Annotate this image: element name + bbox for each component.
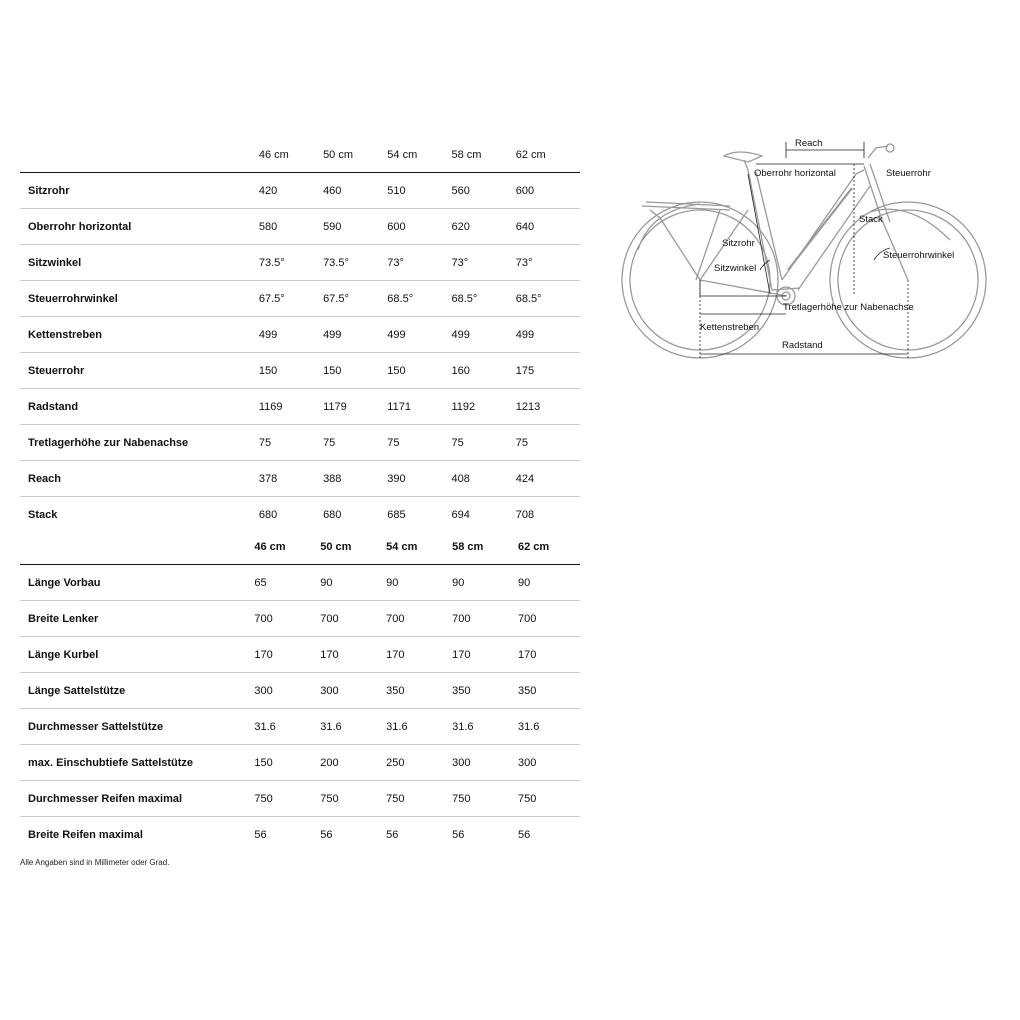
row-value: 388 [323, 472, 342, 485]
row-value: 75 [323, 436, 336, 449]
table-row [20, 497, 580, 533]
row-value: 750 [254, 792, 273, 805]
table-row [20, 781, 580, 817]
geometry-header-row [20, 137, 580, 173]
row-value: 700 [320, 612, 339, 625]
row-value: 350 [518, 684, 537, 697]
row-label: Durchmesser Reifen maximal [28, 792, 183, 805]
saddle [724, 152, 762, 162]
row-value: 700 [452, 612, 471, 625]
seat-tube-inner [756, 172, 782, 280]
diagram-label-reach: Reach [795, 138, 823, 149]
table-row [20, 601, 580, 637]
footnote: Alle Angaben sind in Millimeter oder Grad. [20, 858, 170, 867]
diagram-label-sitzrohr: Sitzrohr [722, 238, 755, 249]
diagram-label-tretlager: Tretlagerhöhe zur Nabenachse [783, 302, 914, 313]
geometry-table [20, 137, 580, 532]
row-value: 424 [515, 472, 535, 485]
row-label: Oberrohr horizontal [28, 220, 132, 233]
row-value: 499 [515, 328, 535, 341]
row-value: 300 [518, 756, 537, 769]
chain-stay [700, 280, 787, 296]
row-label: Stack [28, 508, 58, 521]
table-row [20, 173, 580, 209]
row-value: 73.5° [258, 256, 285, 269]
size-header: 62 cm [514, 529, 580, 565]
row-value: 150 [254, 756, 273, 769]
table-row [20, 461, 580, 497]
row-value: 31.6 [518, 720, 540, 733]
row-value: 580 [258, 220, 278, 233]
diagram-label-radstand: Radstand [782, 340, 823, 351]
size-header: 58 cm [448, 529, 514, 565]
row-value: 1169 [258, 400, 283, 413]
row-value: 600 [387, 220, 406, 233]
handlebar-end [886, 144, 894, 152]
row-label: Breite Reifen maximal [28, 828, 143, 841]
stem [868, 146, 888, 158]
row-label: Länge Kurbel [28, 648, 99, 661]
row-value: 200 [320, 756, 339, 769]
row-value: 640 [515, 220, 535, 233]
row-value: 300 [320, 684, 339, 697]
table-row [20, 637, 580, 673]
row-label: Sitzrohr [28, 184, 70, 197]
row-value: 499 [451, 328, 470, 341]
row-value: 56 [254, 828, 267, 841]
size-header: 50 cm [323, 137, 387, 173]
row-value: 160 [451, 364, 470, 377]
row-label: Reach [28, 472, 62, 485]
table-row [20, 709, 580, 745]
row-value: 56 [518, 828, 531, 841]
row-value: 90 [386, 576, 399, 589]
row-value: 56 [386, 828, 399, 841]
row-value: 90 [320, 576, 333, 589]
diagram-label-steuerrohrwinkel: Steuerrohrwinkel [883, 250, 955, 261]
row-value: 350 [386, 684, 405, 697]
diagram-label-sitzwinkel: Sitzwinkel [714, 263, 757, 274]
row-value: 460 [323, 184, 342, 197]
row-value: 750 [452, 792, 471, 805]
row-value: 499 [323, 328, 342, 341]
row-label: Durchmesser Sattelstütze [28, 720, 164, 733]
row-value: 170 [386, 648, 405, 661]
table-row [20, 209, 580, 245]
row-value: 620 [451, 220, 470, 233]
table-row [20, 565, 580, 601]
row-label: Radstand [28, 400, 79, 413]
row-value: 75 [387, 436, 400, 449]
size-header: 62 cm [516, 137, 580, 173]
row-value: 708 [515, 508, 535, 521]
row-value: 1179 [323, 400, 347, 413]
row-value: 378 [258, 472, 278, 485]
row-value: 73.5° [323, 256, 349, 269]
row-value: 170 [254, 648, 273, 661]
row-value: 750 [518, 792, 537, 805]
row-value: 560 [451, 184, 470, 197]
table-row [20, 389, 580, 425]
row-value: 700 [518, 612, 537, 625]
row-value: 510 [387, 184, 406, 197]
diagram-label-steuerrohr: Steuerrohr [886, 168, 931, 179]
table-row [20, 425, 580, 461]
size-header: 54 cm [387, 137, 451, 173]
row-value: 300 [452, 756, 471, 769]
row-value: 68.5° [387, 292, 414, 305]
row-value: 700 [254, 612, 273, 625]
row-value: 499 [387, 328, 406, 341]
row-value: 73° [387, 256, 404, 269]
row-value: 420 [258, 184, 278, 197]
row-value: 600 [515, 184, 535, 197]
row-value: 150 [323, 364, 342, 377]
table-row [20, 817, 580, 853]
row-value: 90 [518, 576, 531, 589]
row-value: 73° [451, 256, 469, 269]
row-value: 694 [451, 508, 470, 521]
row-value: 75 [258, 436, 272, 449]
components-table [20, 529, 580, 852]
table-row [20, 673, 580, 709]
row-value: 499 [258, 328, 278, 341]
row-value: 1171 [387, 400, 411, 413]
down-tube-bottom [798, 186, 870, 290]
row-value: 680 [323, 508, 342, 521]
row-label: Steuerrohrwinkel [28, 292, 118, 305]
row-value: 90 [452, 576, 465, 589]
size-header: 58 cm [452, 137, 516, 173]
components-header-empty [20, 529, 250, 565]
row-value: 75 [451, 436, 464, 449]
row-value: 67.5° [258, 292, 285, 305]
row-value: 1192 [451, 400, 476, 413]
row-value: 390 [387, 472, 406, 485]
row-value: 300 [254, 684, 273, 697]
size-header: 54 cm [382, 529, 448, 565]
row-label: max. Einschubtiefe Sattelstütze [28, 756, 194, 769]
size-header: 46 cm [250, 529, 316, 565]
row-label: Breite Lenker [28, 612, 99, 625]
table-row [20, 281, 580, 317]
row-value: 1213 [515, 400, 541, 413]
row-value: 31.6 [320, 720, 342, 733]
row-value: 700 [386, 612, 405, 625]
row-value: 65 [254, 576, 267, 589]
row-value: 350 [452, 684, 471, 697]
row-value: 150 [387, 364, 406, 377]
table-row [20, 353, 580, 389]
row-value: 73° [515, 256, 533, 269]
size-header: 46 cm [259, 137, 323, 173]
table-row [20, 745, 580, 781]
table-row [20, 317, 580, 353]
row-value: 68.5° [515, 292, 542, 305]
table-row [20, 245, 580, 281]
row-value: 75 [515, 436, 528, 449]
row-value: 31.6 [452, 720, 474, 733]
row-value: 175 [515, 364, 535, 377]
diagram-label-stack: Stack [859, 214, 883, 225]
row-label: Steuerrohr [28, 364, 85, 377]
row-label: Länge Vorbau [28, 576, 101, 589]
diagram-label-kettenstreben: Kettenstreben [700, 322, 760, 333]
row-value: 150 [258, 364, 278, 377]
row-value: 170 [518, 648, 537, 661]
geometry-header-empty [20, 137, 259, 173]
row-value: 170 [452, 648, 471, 661]
row-value: 750 [386, 792, 405, 805]
row-value: 250 [386, 756, 405, 769]
row-value: 750 [320, 792, 339, 805]
row-value: 680 [258, 508, 278, 521]
row-label: Tretlagerhöhe zur Nabenachse [28, 436, 189, 449]
row-value: 56 [452, 828, 465, 841]
row-label: Sitzwinkel [28, 256, 82, 269]
row-label: Kettenstreben [28, 328, 102, 341]
row-value: 31.6 [254, 720, 276, 733]
components-header-row [20, 529, 580, 565]
row-value: 170 [320, 648, 339, 661]
sitzrohr-line [748, 174, 770, 294]
row-value: 68.5° [451, 292, 478, 305]
row-label: Länge Sattelstütze [28, 684, 126, 697]
row-value: 67.5° [323, 292, 349, 305]
bike-geometry-diagram [620, 130, 990, 360]
row-value: 56 [320, 828, 333, 841]
row-value: 31.6 [386, 720, 408, 733]
size-header: 50 cm [316, 529, 382, 565]
diagram-label-oberrohr: Oberrohr horizontal [754, 168, 836, 179]
row-value: 408 [451, 472, 470, 485]
row-value: 685 [387, 508, 406, 521]
row-value: 590 [323, 220, 342, 233]
